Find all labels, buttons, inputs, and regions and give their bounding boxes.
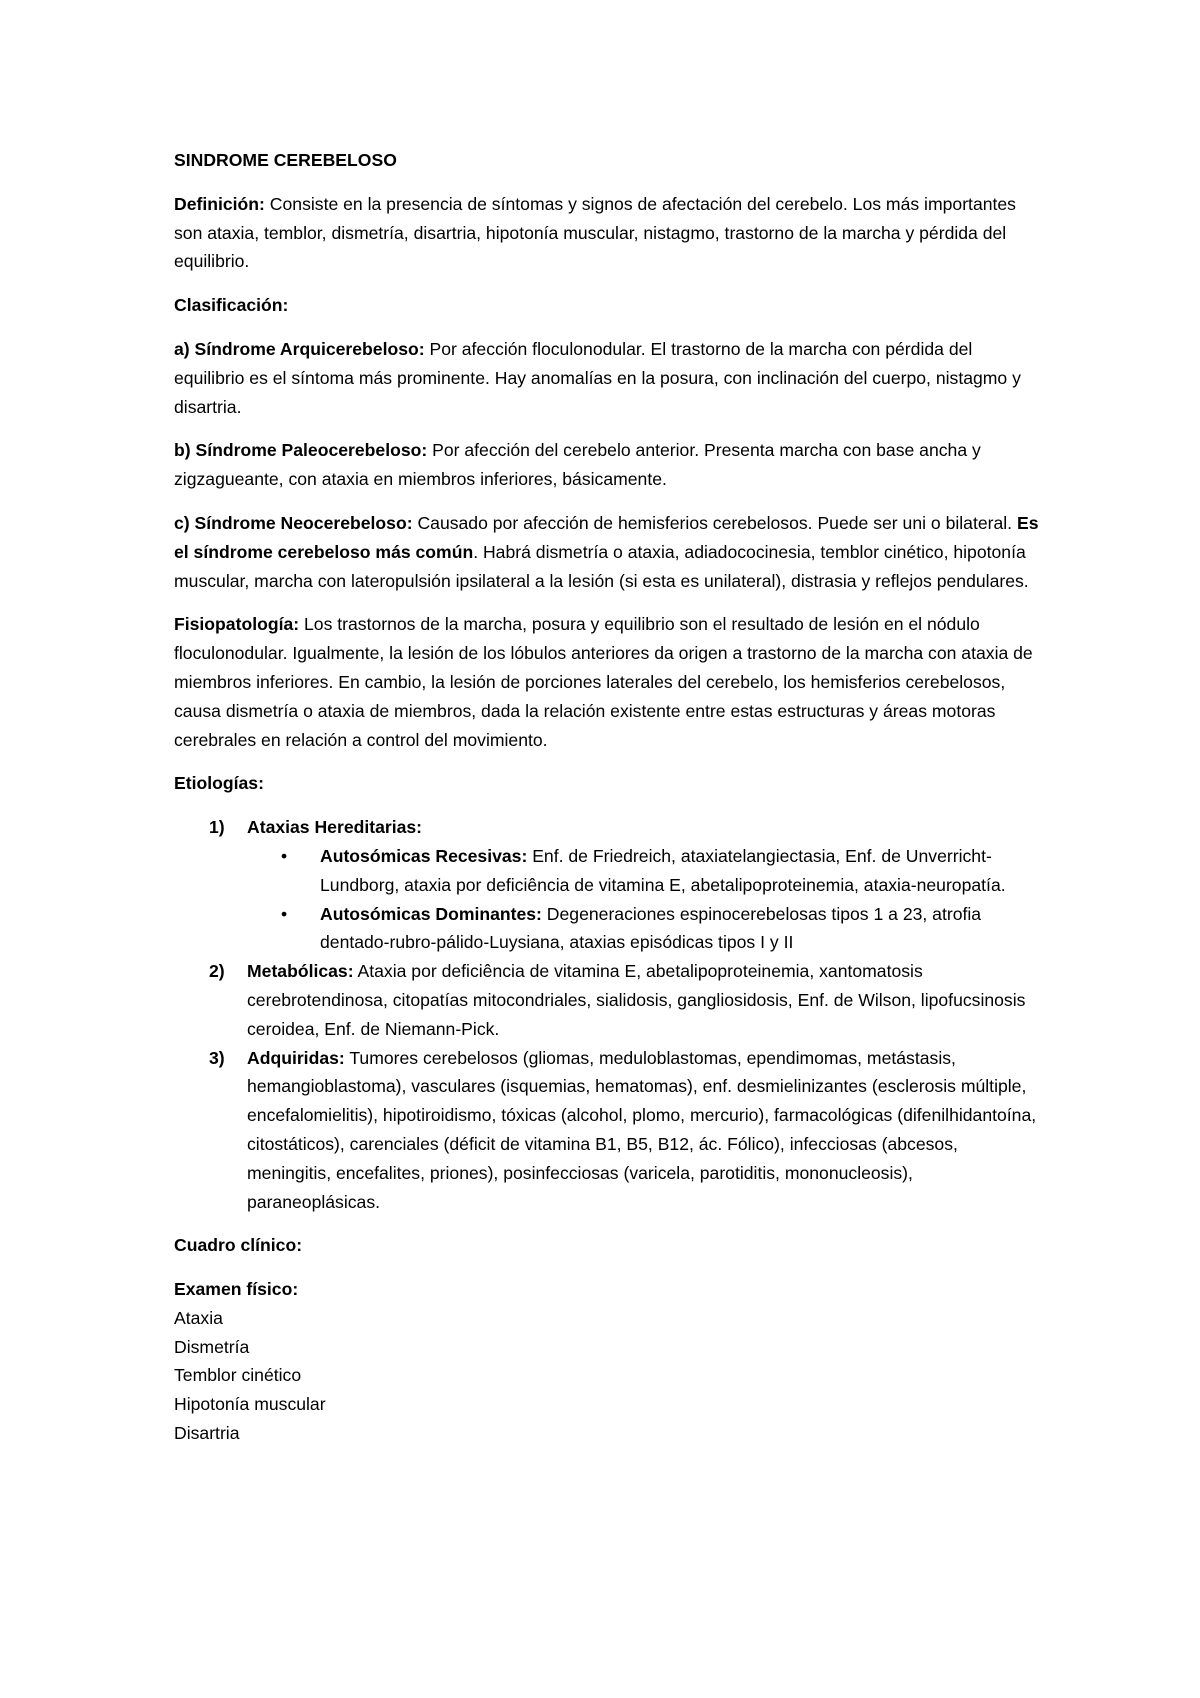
etiologia-item-1-number: 1) [209,817,225,838]
definicion-text: Consiste en la presencia de síntomas y signos de afectación del cerebelo. Los más importantes son ataxia, temblor, dismetría, disartria, hipotonía muscular, nistagmo, trastorno de la marcha y pérdida del equilibrio. [174,193,1016,272]
definicion-paragraph [174,190,1040,276]
subitem-dominantes [247,900,1040,958]
clasificacion-item-c [174,509,1040,595]
ataxias-hereditarias-sublist [247,842,1040,957]
examen-fisico-heading: Examen físico: [174,1279,299,1300]
fisiopatologia-label: Fisiopatología: [174,614,300,635]
etiologias-list [174,813,1040,1216]
subitem-recesivas [247,842,1040,900]
fisiopatologia-text: Los trastornos de la marcha, posura y equilibrio son el resultado de lesión en el nódulo floculonodular. Igualmente, la lesión de los lóbulos anteriores da origen a trastorno de la marcha con ataxia de miembros inferiores. En cambio, la lesión de porciones laterales del cerebelo, los hemisferios cerebelosos, causa dismetría o ataxia de miembros, dada la relación existente entre estas estructuras y áreas motoras cerebrales en relación a control del movimiento. [174,614,1033,750]
fisiopatologia-paragraph [174,610,1040,754]
clasificacion-heading: Clasificación: [174,295,289,316]
etiologia-item-2-text: Ataxia por deficiência de vitamina E, abetalipoproteinemia, xantomatosis cerebrotendinosa, citopatías mitocondriales, sialidosis, gangliosidosis, Enf. de Wilson, lipofucsinosis ceroidea, Enf. de Niemann-Pick. [247,961,1026,1039]
examen-item: Dismetría [174,1336,250,1357]
examen-item: Disartria [174,1423,240,1444]
etiologia-item-2-label: Metabólicas: [247,961,354,982]
examen-item: Hipotonía muscular [174,1394,326,1415]
bullet-icon: • [281,903,288,924]
bullet-icon: • [281,845,288,866]
etiologia-item-3-text: Tumores cerebelosos (gliomas, meduloblastomas, ependimomas, metástasis, hemangioblastoma), vasculares (isquemias, hematomas), enf. desmielinizantes (esclerosis múltiple, encefalomielitis), hipotiroidismo, tóxicas (alcohol, plomo, mercurio), farmacológicas (difenilhidantoína, citostáticos), carenciales (déficit de vitamina B1, B5, B12, ác. Fólico), infecciosas (abcesos, meningitis, encefalites, priones), posinfecciosas (varicela, parotiditis, mononucleosis), paraneoplásicas. [247,1047,1037,1212]
examen-item: Temblor cinético [174,1365,302,1386]
etiologia-item-2 [174,957,1040,1043]
etiologia-item-3-number: 3) [209,1047,225,1068]
clasificacion-item-b-label: b) Síndrome Paleocerebeloso: [174,440,428,461]
definicion-label: Definición: [174,193,265,214]
clasificacion-item-a-label: a) Síndrome Arquicerebeloso: [174,338,425,359]
clasificacion-item-b-text: Por afección del cerebelo anterior. Presenta marcha con base ancha y zigzagueante, con ataxia en miembros inferiores, básicamente. [174,440,981,490]
cuadro-clinico-heading: Cuadro clínico: [174,1235,303,1256]
etiologia-item-3 [174,1044,1040,1217]
document-title: SINDROME CEREBELOSO [174,150,397,170]
etiologia-item-3-label: Adquiridas: [247,1047,345,1068]
clasificacion-item-c-emphasis: Es el síndrome cerebeloso más común [174,512,1039,562]
subitem-recesivas-text: Enf. de Friedreich, ataxiatelangiectasia, Enf. de Unverricht-Lundborg, ataxia por deficiência de vitamina E, abetalipoproteinemia, ataxia-neuropatía. [320,845,1006,895]
subitem-recesivas-label: Autosómicas Recesivas: [320,845,528,866]
etiologia-item-1-label: Ataxias Hereditarias: [247,817,423,838]
clasificacion-item-c-label: c) Síndrome Neocerebeloso: [174,512,413,533]
etiologia-item-1 [174,813,1040,957]
clasificacion-item-c-text-b: . Habrá dismetría o ataxia, adiadococinesia, temblor cinético, hipotonía muscular, marcha con lateropulsión ipsilateral a la lesión (si esta es unilateral), distrasia y reflejos pendulares. [174,541,1029,591]
etiologia-item-2-number: 2) [209,961,225,982]
clasificacion-item-a [174,335,1040,421]
subitem-dominantes-label: Autosómicas Dominantes: [320,903,542,924]
examen-item: Ataxia [174,1307,223,1328]
subitem-dominantes-text: Degeneraciones espinocerebelosas tipos 1 a 23, atrofia dentado-rubro-pálido-Luysiana, ataxias episódicas tipos I y II [320,903,982,953]
examen-fisico-block [174,1275,1040,1448]
clasificacion-item-b [174,436,1040,494]
clasificacion-item-c-text-a: Causado por afección de hemisferios cerebelosos. Puede ser uni o bilateral. [412,512,1017,533]
etiologias-heading: Etiologías: [174,773,264,794]
clasificacion-item-a-text: Por afección floculonodular. El trastorno de la marcha con pérdida del equilibrio es el síntoma más prominente. Hay anomalías en la posura, con inclinación del cuerpo, nistagmo y disartria. [174,338,1021,417]
